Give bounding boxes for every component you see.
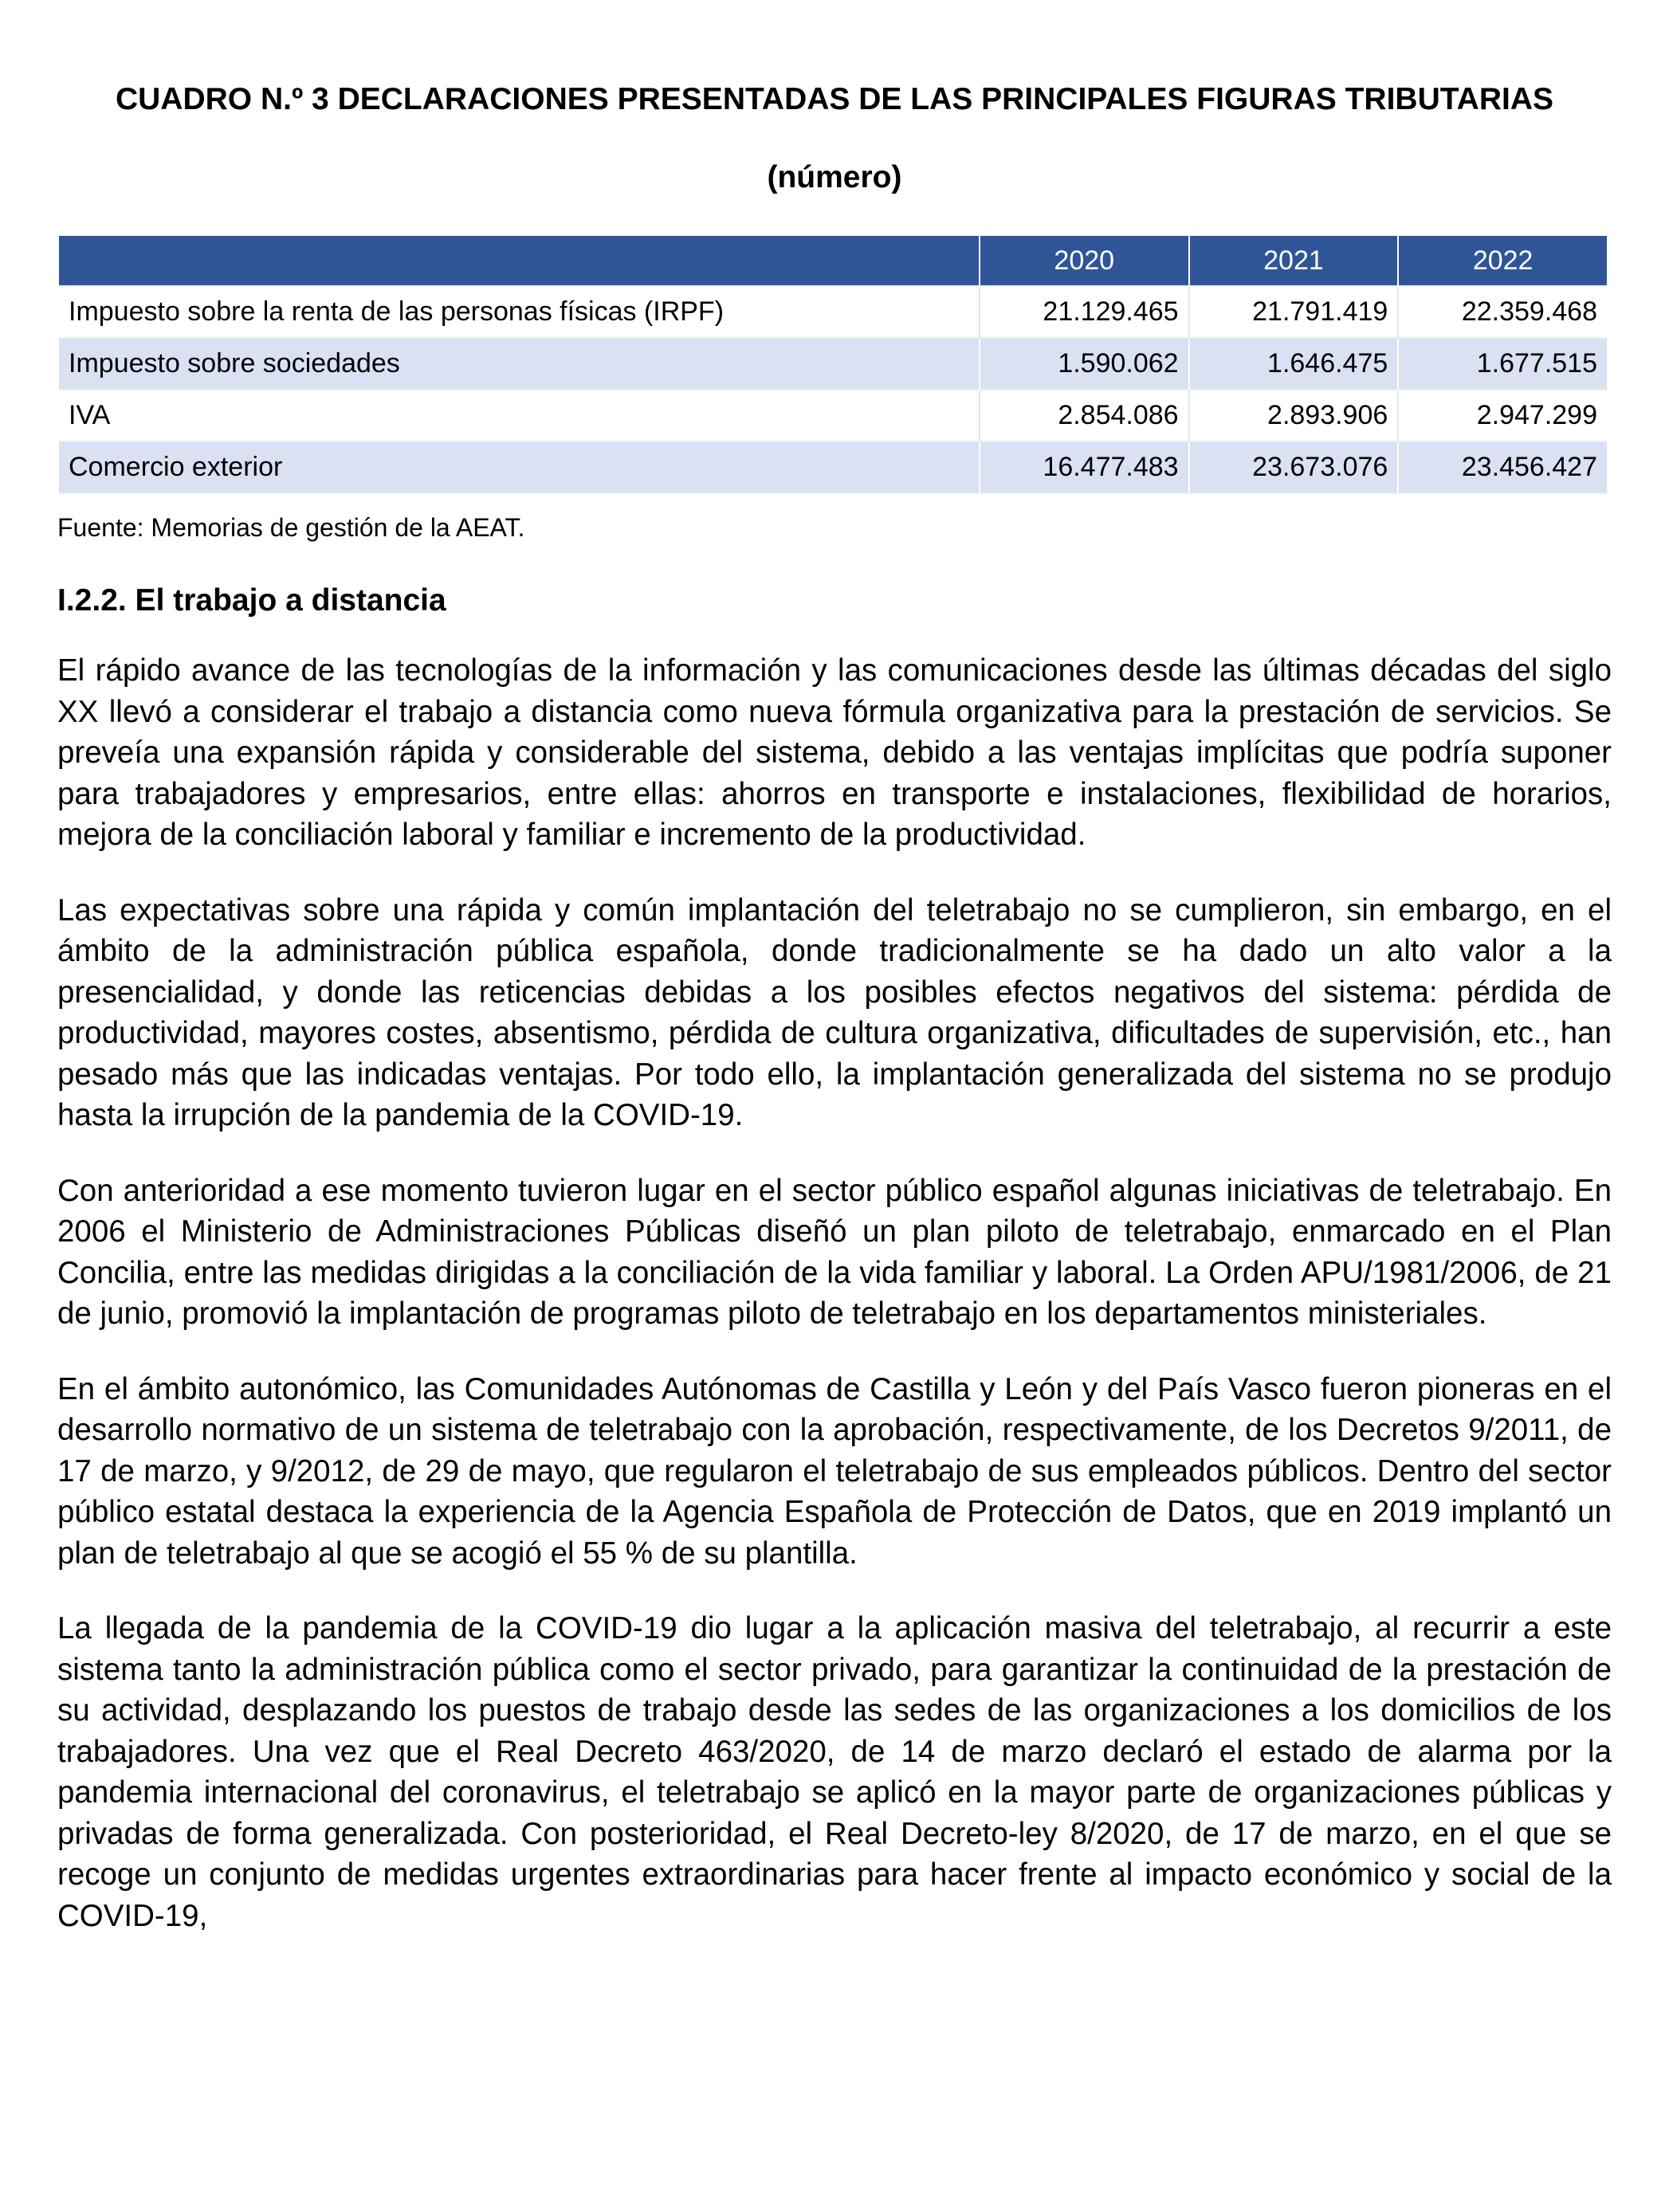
row-value: 1.677.515: [1398, 338, 1607, 390]
row-value: 1.646.475: [1189, 338, 1399, 390]
row-label: IVA: [59, 390, 980, 441]
table-header-cell: 2021: [1189, 236, 1399, 286]
body-paragraph: Las expectativas sobre una rápida y común implantación del teletrabajo no se cumplieron, sin embargo, en el ámbito de la administración pública española, donde tradicionalmente se ha dado un alto valor a la presencialidad, y donde las reticencias debidas a los posibles efectos negativos del sistema: pérdida de productividad, mayores costes, absentismo, pérdida de cultura organizativa, dificultades de supervisión, etc., han pesado más que las indicadas ventajas. Por todo ello, la implantación generalizada del sistema no se produjo hasta la irrupción de la pandemia de la COVID-19.: [57, 892, 1612, 1132]
body-paragraph: La llegada de la pandemia de la COVID-19 dio lugar a la aplicación masiva del teletrabajo, al recurrir a este sistema tanto la administración pública como el sector privado, para garantizar la continuidad de la prestación de su actividad, desplazando los puestos de trabajo desde las sedes de las organizaciones a los domicilios de los trabajadores. Una vez que el Real Decreto 463/2020, de 14 de marzo declaró el estado de alarma por la pandemia internacional del coronavirus, el teletrabajo se aplicó en la mayor parte de organizaciones públicas y privadas de forma generalizada. Con posterioridad, el Real Decreto-ley 8/2020, de 17 de marzo, en el que se recoge un conjunto de medidas urgentes extraordinarias para hacer frente al impacto económico y social de la COVID-19,: [57, 1611, 1612, 1933]
row-value: 16.477.483: [980, 441, 1189, 493]
row-value: 22.359.468: [1398, 286, 1607, 338]
table-row: [59, 441, 1607, 493]
section-heading: I.2.2. El trabajo a distancia: [57, 583, 446, 618]
row-value: 2.893.906: [1189, 390, 1399, 441]
row-label: Comercio exterior: [59, 441, 980, 493]
table-row: [59, 338, 1607, 390]
table-row: [59, 390, 1607, 441]
row-label: Impuesto sobre sociedades: [59, 338, 980, 390]
declarations-table: [59, 236, 1607, 494]
row-value: 2.947.299: [1398, 390, 1607, 441]
body-paragraph: Con anterioridad a ese momento tuvieron lugar en el sector público español algunas iniciativas de teletrabajo. En 2006 el Ministerio de Administraciones Públicas diseñó un plan piloto de teletrabajo, enmarcado en el Plan Concilia, entre las medidas dirigidas a la conciliación de la vida familiar y laboral. La Orden APU/1981/2006, de 21 de junio, promovió la implantación de programas piloto de teletrabajo en los departamentos ministeriales.: [57, 1173, 1612, 1331]
table-source-note: Fuente: Memorias de gestión de la AEAT.: [57, 513, 525, 542]
table-header-cell: 2020: [980, 236, 1189, 286]
body-paragraph: En el ámbito autonómico, las Comunidades Autónomas de Castilla y León y del País Vasco fueron pioneras en el desarrollo normativo de un sistema de teletrabajo con la aprobación, respectivamente, de los Decretos 9/2011, de 17 de marzo, y 9/2012, de 29 de mayo, que regularon el teletrabajo de sus empleados públicos. Dentro del sector público estatal destaca la experiencia de la Agencia Española de Protección de Datos, que en 2019 implantó un plan de teletrabajo al que se acogió el 55 % de su plantilla.: [57, 1371, 1612, 1571]
table-title: CUADRO N.º 3 DECLARACIONES PRESENTADAS DE LAS PRINCIPALES FIGURAS TRIBUTARIAS: [115, 82, 1554, 116]
document-page: [57, 80, 1612, 1967]
table-row: [59, 286, 1607, 338]
table-header-cell: 2022: [1398, 236, 1607, 286]
row-label: Impuesto sobre la renta de las personas físicas (IRPF): [59, 286, 980, 338]
table-header-row: [59, 236, 1607, 286]
table-subtitle: (número): [767, 160, 902, 194]
table-header-cell: [59, 236, 980, 286]
body-paragraph: El rápido avance de las tecnologías de la información y las comunicaciones desde las últimas décadas del siglo XX llevó a considerar el trabajo a distancia como nueva fórmula organizativa para la prestación de servicios. Se preveía una expansión rápida y considerable del sistema, debido a las ventajas implícitas que podría suponer para trabajadores y empresarios, entre ellas: ahorros en transporte e instalaciones, flexibilidad de horarios, mejora de la conciliación laboral y familiar e incremento de la productividad.: [57, 653, 1612, 852]
row-value: 23.456.427: [1398, 441, 1607, 493]
row-value: 2.854.086: [980, 390, 1189, 441]
row-value: 1.590.062: [980, 338, 1189, 390]
row-value: 23.673.076: [1189, 441, 1399, 493]
row-value: 21.129.465: [980, 286, 1189, 338]
row-value: 21.791.419: [1189, 286, 1399, 338]
